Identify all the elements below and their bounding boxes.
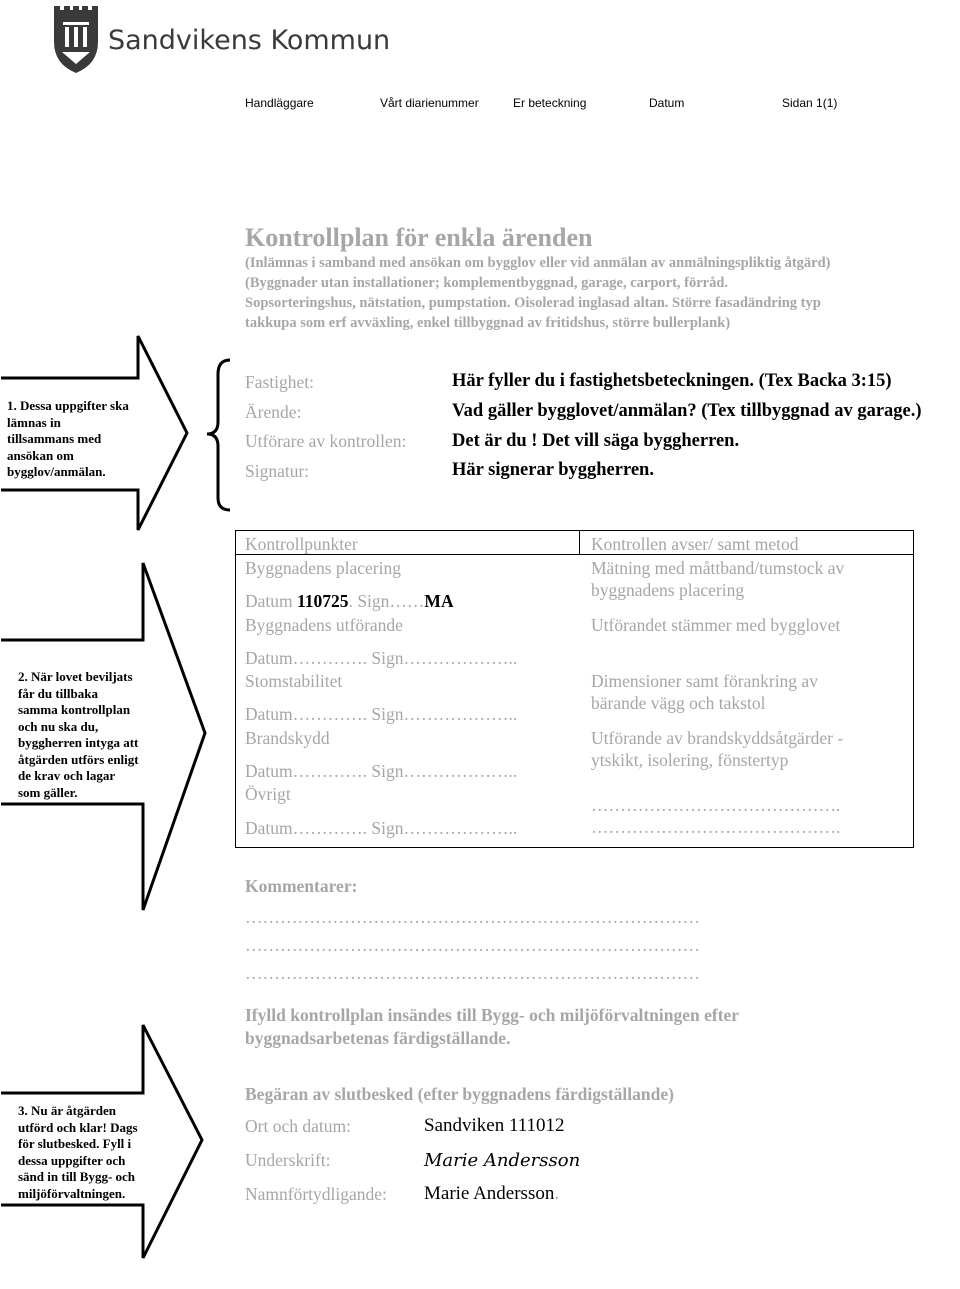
value-namnfortydligande[interactable] xyxy=(424,1183,559,1205)
step-1-line: tillsammans med xyxy=(7,431,102,446)
control-point-datum-row[interactable]: Datum…………. Sign……………….. xyxy=(245,704,518,724)
sign-value[interactable]: MA xyxy=(424,591,454,611)
step-3-line: för slutbesked. Fyll i xyxy=(18,1136,132,1151)
control-point-datum-row[interactable]: Datum…………. Sign……………….. xyxy=(245,648,518,668)
control-point-datum-row[interactable]: Datum…………. Sign……………….. xyxy=(245,818,518,838)
org-name: Sandvikens Kommun xyxy=(108,25,391,56)
comment-line[interactable]: …………………………………………………………………… xyxy=(245,907,700,927)
doc-title: Kontrollplan för enkla ärenden xyxy=(245,223,593,252)
control-point-name: Brandskydd xyxy=(245,728,330,748)
datum-label: Datum xyxy=(245,591,298,611)
step-3-line: 3. Nu är åtgärden xyxy=(18,1103,116,1118)
value-signatur[interactable]: Här signerar byggherren. xyxy=(452,460,654,480)
value-arende[interactable]: Vad gäller bygglovet/anmälan? (Tex tillbyggnad av garage.) xyxy=(452,401,922,421)
label-namnfortydligande: Namnförtydligande: xyxy=(245,1184,387,1204)
step-1-text xyxy=(7,398,162,481)
control-method xyxy=(591,557,844,601)
arrow-shapes xyxy=(0,0,240,1289)
step-1-line: lämnas in xyxy=(7,414,61,430)
sign-label: . Sign xyxy=(348,591,390,611)
control-point-datum-row xyxy=(245,590,454,612)
doc-subtitle xyxy=(245,253,945,333)
header-datum: Datum xyxy=(649,96,685,110)
control-point-name: Byggnadens placering xyxy=(245,558,401,578)
control-method xyxy=(591,794,840,838)
control-method xyxy=(591,670,818,714)
step-3-text xyxy=(18,1103,168,1202)
step-2-line: de krav och lagar xyxy=(18,768,116,783)
step-2-line: samma kontrollplan xyxy=(18,702,131,717)
final-heading: Begäran av slutbesked (efter byggnadens färdigställande) xyxy=(245,1084,674,1104)
step-2-line: som gäller. xyxy=(18,784,78,800)
step-1-line: 1. Dessa uppgifter ska xyxy=(7,398,129,413)
step-2-line: åtgärden utförs enligt xyxy=(18,751,139,767)
label-arende: Ärende: xyxy=(245,402,302,422)
control-point-datum-row[interactable]: Datum…………. Sign……………….. xyxy=(245,761,518,781)
method-line[interactable]: ……………………………………. xyxy=(591,795,841,815)
label-fastighet: Fastighet: xyxy=(245,372,315,392)
header-sida: Sidan 1(1) xyxy=(782,96,838,110)
step-3-line: sänd in till Bygg- och xyxy=(18,1169,136,1184)
header-beteckning: Er beteckning xyxy=(513,96,587,110)
comments-lines[interactable] xyxy=(245,903,700,987)
control-table xyxy=(235,530,914,848)
step-1-line: ansökan om xyxy=(7,447,74,463)
step-3-line: miljöförvaltningen. xyxy=(18,1185,126,1201)
label-underskrift: Underskrift: xyxy=(245,1150,331,1170)
subtitle-line: Sopsorteringshus, nätstation, pumpstation. Oisolerad inglasad altan. Större fasadändring typ xyxy=(245,295,821,311)
method-line: Dimensioner samt förankring av xyxy=(591,671,818,691)
datum-value[interactable]: 110725 xyxy=(297,591,349,611)
control-point-name: Byggnadens utförande xyxy=(245,615,403,635)
brace-icon xyxy=(207,360,230,510)
method-line: bärande vägg och takstol xyxy=(591,693,766,713)
comment-line[interactable]: …………………………………………………………………… xyxy=(245,935,700,955)
header-handlaggare: Handläggare xyxy=(245,96,314,110)
control-point-name: Stomstabilitet xyxy=(245,671,343,691)
comments-label: Kommentarer: xyxy=(245,876,358,896)
col-metod-header: Kontrollen avser/ samt metod xyxy=(591,534,799,554)
subtitle-line: takkupa som erf avväxling, enkel tillbyggnad av fritidshus, större bullerplank) xyxy=(245,315,731,331)
method-line[interactable]: ……………………………………. xyxy=(591,817,841,837)
step-2-line: 2. När lovet beviljats xyxy=(18,669,133,684)
sign-dots: …… xyxy=(389,591,425,611)
method-line: Utförande av brandskyddsåtgärder - xyxy=(591,728,844,748)
step-2-line: byggherren intyga att xyxy=(18,735,139,750)
col-kontrollpunkter-header: Kontrollpunkter xyxy=(245,534,358,554)
value-utforare[interactable]: Det är du ! Det vill säga byggherren. xyxy=(452,431,740,451)
name-value: Marie Andersson xyxy=(424,1183,555,1204)
label-signatur: Signatur: xyxy=(245,461,310,481)
step-3-line: utförd och klar! Dags xyxy=(18,1119,138,1135)
control-method xyxy=(591,614,840,636)
signature[interactable]: Marie Andersson xyxy=(424,1150,581,1171)
step-2-line: och nu ska du, xyxy=(18,718,99,734)
subtitle-line: (Byggnader utan installationer; komplementbyggnad, garage, carport, förråd. xyxy=(245,275,729,291)
step-2-text xyxy=(18,669,168,801)
name-tail: . xyxy=(554,1183,560,1204)
subtitle-line: (Inlämnas i samband med ansökan om bygglov eller vid anmälan av anmälningspliktig åtgärd) xyxy=(245,255,831,271)
header-diarienummer: Vårt diarienummer xyxy=(380,96,479,110)
method-line: ytskikt, isolering, fönstertyp xyxy=(591,750,789,770)
label-utforare: Utförare av kontrollen: xyxy=(245,431,407,451)
label-ort-datum: Ort och datum: xyxy=(245,1116,351,1136)
value-fastighet[interactable]: Här fyller du i fastighetsbeteckningen. (Tex Backa 3:15) xyxy=(452,371,892,391)
comment-line[interactable]: …………………………………………………………………… xyxy=(245,963,700,983)
step-3-line: dessa uppgifter och xyxy=(18,1152,126,1168)
control-method xyxy=(591,727,843,771)
step-2-line: får du tillbaka xyxy=(18,685,98,701)
method-line: Utförandet stämmer med bygglovet xyxy=(591,615,841,635)
submission-note: Ifylld kontrollplan insändes till Bygg- och miljöförvaltningen efter byggnadsarbetenas färdigställande. xyxy=(245,1005,739,1048)
table-col-divider xyxy=(579,531,580,555)
method-line: Mätning med måttband/tumstock av xyxy=(591,558,845,578)
value-ort-datum[interactable]: Sandviken 111012 xyxy=(424,1115,565,1136)
method-line: byggnadens placering xyxy=(591,580,745,600)
step-1-line: bygglov/anmälan. xyxy=(7,464,106,479)
control-point-name: Övrigt xyxy=(245,784,291,804)
